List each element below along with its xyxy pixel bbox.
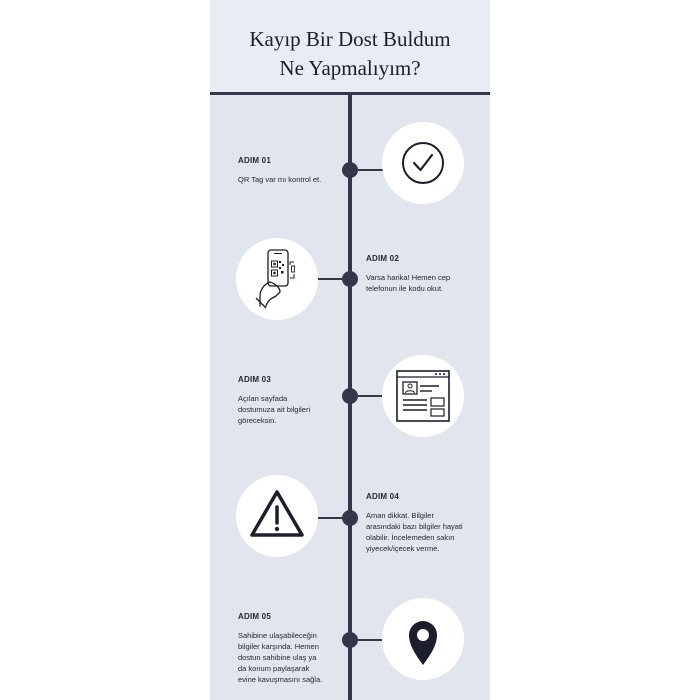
timeline-node-2 — [342, 271, 358, 287]
header — [210, 0, 490, 92]
step-1-text: QR Tag var mı kontrol et. — [238, 175, 322, 184]
connector-2 — [318, 278, 344, 280]
location-pin-icon — [382, 598, 464, 680]
step-2 — [366, 253, 486, 294]
phone-qr-scan-icon — [236, 238, 318, 320]
title-line-2: Ne Yapmalıyım? — [279, 56, 421, 80]
step-2-text: Varsa harika! Hemen cep telefonun ile kodu okut. — [366, 273, 451, 293]
timeline-node-1 — [342, 162, 358, 178]
connector-5 — [358, 639, 384, 641]
step-5-label: ADIM 05 — [238, 612, 271, 621]
step-3-label: ADIM 03 — [238, 375, 271, 384]
connector-4 — [318, 517, 344, 519]
infographic-panel — [210, 0, 490, 700]
step-1-label: ADIM 01 — [238, 156, 271, 165]
step-1 — [238, 155, 338, 185]
step-4-text: Aman dikkat. Bilgiler arasındaki bazı bilgiler hayati olabilir. İncelemeden sakın yiyecek/içecek verme. — [366, 511, 463, 553]
title-line-1: Kayıp Bir Dost Buldum — [249, 27, 451, 51]
profile-page-icon — [382, 355, 464, 437]
connector-1 — [358, 169, 384, 171]
step-5-text: Sahibine ulaşabileceğin bilgiler karşında. Hemen dostun sahibine ulaş ya da konum paylaşarak evine kavuşmasını sağla. — [238, 631, 323, 684]
step-5 — [238, 611, 346, 685]
timeline-node-4 — [342, 510, 358, 526]
step-4 — [366, 491, 490, 554]
step-3 — [238, 374, 338, 426]
step-4-label: ADIM 04 — [366, 492, 399, 501]
step-3-text: Açılan sayfada dostumuza ait bilgileri göreceksin. — [238, 394, 311, 425]
warning-icon — [236, 475, 318, 557]
checkmark-icon — [382, 122, 464, 204]
connector-3 — [358, 395, 384, 397]
step-2-label: ADIM 02 — [366, 254, 399, 263]
timeline-node-3 — [342, 388, 358, 404]
